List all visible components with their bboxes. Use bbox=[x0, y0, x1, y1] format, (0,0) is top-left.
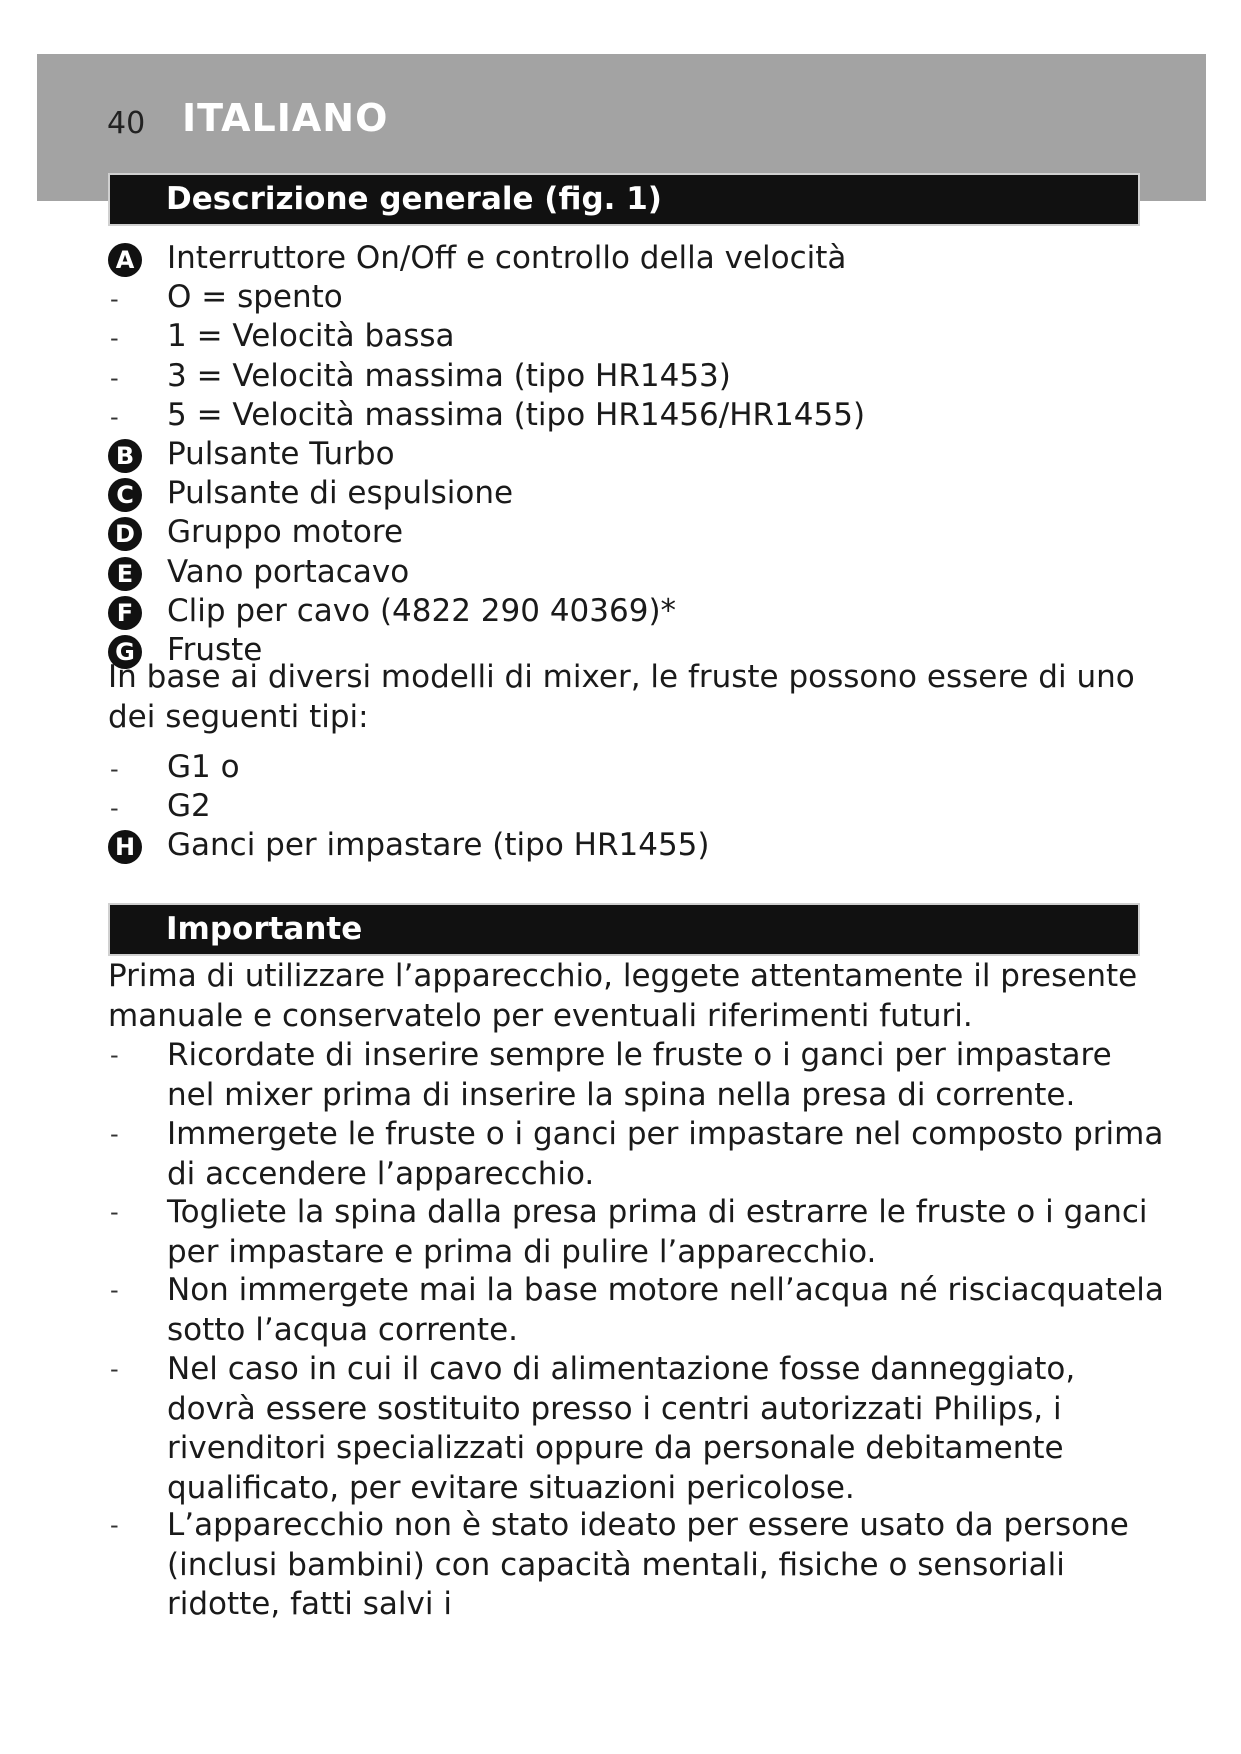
section-title: Descrizione generale (fig. 1) bbox=[166, 181, 662, 217]
bullet-text: Non immergete mai la base motore nell’acqua né risciacquatela sotto l’acqua corrente. bbox=[167, 1272, 1164, 1348]
list-item-text: O = spento bbox=[167, 279, 343, 316]
letter-badge-label: F bbox=[108, 596, 142, 630]
list-item-text: Clip per cavo (4822 290 40369)* bbox=[167, 592, 677, 629]
dash-glyph: - bbox=[110, 755, 119, 783]
list-item bbox=[108, 512, 1148, 552]
dash-glyph: - bbox=[110, 363, 119, 392]
whisk-note: In base ai diversi modelli di mixer, le fruste possono essere di uno dei seguenti tipi: bbox=[108, 659, 1135, 735]
list-item-text: Pulsante Turbo bbox=[167, 436, 395, 472]
list-item-text: Pulsante di espulsione bbox=[167, 475, 514, 512]
dash-marker: - bbox=[110, 1511, 119, 1539]
list-item-text: G1 o bbox=[167, 749, 240, 785]
bullet-text: Ricordate di inserire sempre le fruste o i ganci per impastare nel mixer prima di inserire la spina nella presa di corrente. bbox=[167, 1037, 1112, 1113]
important-intro: Prima di utilizzare l’apparecchio, leggete attentamente il presente manuale e conservatelo per eventuali riferimenti futuri. bbox=[108, 958, 1138, 1034]
list-item bbox=[108, 277, 1148, 317]
list-item-text: 1 = Velocità bassa bbox=[167, 318, 455, 355]
letter-badge-label: E bbox=[108, 557, 142, 591]
list-item bbox=[108, 434, 1148, 474]
list-item-text: G2 bbox=[167, 788, 211, 825]
list-item-text: Vano portacavo bbox=[167, 553, 410, 590]
page-number: 40 bbox=[107, 106, 146, 141]
list-item bbox=[108, 395, 1148, 435]
dash-marker: - bbox=[110, 1041, 119, 1069]
list-item bbox=[108, 316, 1148, 356]
letter-badge-label: C bbox=[108, 478, 142, 512]
letter-badge bbox=[108, 512, 148, 552]
list-item-text: 5 = Velocità massima (tipo HR1456/HR1455) bbox=[167, 396, 866, 433]
letter-badge-label: B bbox=[108, 439, 142, 473]
list-item bbox=[108, 552, 1148, 592]
section-title: Importante bbox=[166, 911, 363, 947]
list-item-text: Interruttore On/Off e controllo della velocità bbox=[167, 240, 847, 276]
list-item-text: Gruppo motore bbox=[167, 514, 404, 551]
section-heading-description bbox=[110, 175, 1138, 224]
dash-marker bbox=[108, 395, 148, 437]
dash-marker: - bbox=[110, 1198, 119, 1226]
letter-badge bbox=[108, 825, 148, 865]
bullet-text: Togliete la spina dalla presa prima di estrarre le fruste o i ganci per impastare e prima di pulire l’apparecchio. bbox=[167, 1194, 1148, 1270]
dash-marker: - bbox=[110, 1355, 119, 1383]
dash-marker bbox=[108, 316, 148, 358]
list-item bbox=[108, 786, 1148, 826]
dash-marker: - bbox=[110, 1276, 119, 1304]
dash-marker bbox=[108, 356, 148, 398]
list-item bbox=[108, 591, 1148, 631]
bullet-text: Immergete le fruste o i ganci per impastare nel composto prima di accendere l’apparecchio. bbox=[167, 1116, 1164, 1192]
dash-glyph: - bbox=[110, 324, 119, 353]
list-item-text: Ganci per impastare (tipo HR1455) bbox=[167, 827, 710, 864]
dash-marker bbox=[108, 747, 148, 789]
list-item bbox=[108, 825, 1148, 865]
letter-badge-label: G bbox=[108, 635, 142, 669]
letter-badge bbox=[108, 238, 148, 278]
letter-badge-label: A bbox=[108, 243, 142, 277]
list-item bbox=[108, 473, 1148, 513]
dash-glyph: - bbox=[110, 402, 119, 431]
dash-glyph: - bbox=[110, 285, 119, 314]
dash-marker: - bbox=[110, 1120, 119, 1148]
letter-badge-label: H bbox=[108, 830, 142, 864]
letter-badge-label: D bbox=[108, 517, 142, 551]
language-title: ITALIANO bbox=[182, 96, 389, 140]
dash-marker bbox=[108, 786, 148, 828]
list-item bbox=[108, 747, 1148, 787]
letter-badge bbox=[108, 552, 148, 592]
dash-glyph: - bbox=[110, 794, 119, 823]
list-item bbox=[108, 238, 1148, 278]
letter-badge bbox=[108, 473, 148, 513]
letter-badge bbox=[108, 434, 148, 474]
letter-badge bbox=[108, 591, 148, 631]
list-item bbox=[108, 356, 1148, 396]
bullet-text: Nel caso in cui il cavo di alimentazione fosse danneggiato, dovrà essere sostituito presso i centri autorizzati Philips, i rivenditori specializzati oppure da personale debitamente qualificato, per evitare situazioni pericolose. bbox=[167, 1351, 1076, 1506]
dash-marker bbox=[108, 277, 148, 319]
list-item-text: 3 = Velocità massima (tipo HR1453) bbox=[167, 357, 731, 394]
list-item-text: Fruste bbox=[167, 632, 263, 668]
section-heading-important bbox=[110, 905, 1138, 954]
bullet-text: L’apparecchio non è stato ideato per essere usato da persone (inclusi bambini) con capacità mentali, fisiche o sensoriali ridotte, fatti salvi i bbox=[167, 1507, 1129, 1622]
